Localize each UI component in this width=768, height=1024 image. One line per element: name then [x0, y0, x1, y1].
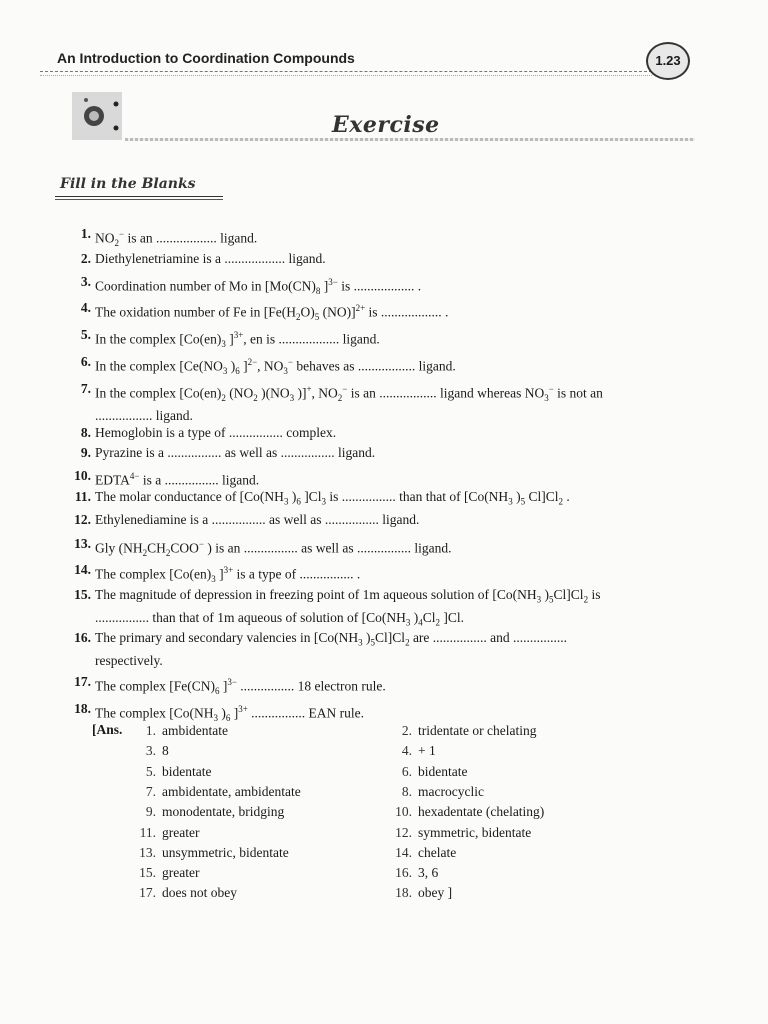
question-text: The complex [$Co(en)_3$ ]$^{3+}$ is a type of ................ . — [95, 565, 361, 585]
question-item — [55, 250, 715, 268]
question-number: 11. — [74, 489, 91, 504]
question-item — [55, 673, 715, 700]
question-item — [55, 561, 715, 588]
answer-text: greater — [162, 824, 200, 840]
answer-item — [134, 864, 199, 882]
question-item — [55, 380, 715, 425]
answer-number: 15. — [139, 865, 156, 881]
question-number: 1. — [80, 226, 91, 241]
answer-text: bidentate — [162, 763, 212, 779]
answer-item — [390, 884, 452, 902]
question-text: $NO_2^-$ is an .................. ligand. — [95, 229, 258, 249]
question-number: 4. — [80, 300, 91, 315]
question-text: In the complex [$Co(en)_3$ ]$^{3+}$, en is .................. ligand. — [95, 330, 380, 350]
question-item — [55, 535, 715, 562]
answer-text: tridentate or chelating — [418, 723, 537, 738]
answer-item — [134, 824, 199, 842]
answer-text: 3, 6 — [418, 865, 439, 881]
answer-text: chelate — [418, 844, 457, 860]
question-text: Pyrazine is a ................ as well as ................ ligand. — [95, 445, 376, 460]
question-item — [55, 586, 715, 631]
question-number: 17. — [74, 674, 91, 689]
answer-number: 12. — [395, 824, 412, 840]
answer-number: 17. — [139, 885, 156, 901]
question-item — [55, 488, 715, 511]
section-underline-2 — [55, 199, 223, 200]
question-number: 13. — [74, 536, 91, 551]
question-item — [55, 444, 715, 462]
answer-number: 16. — [395, 865, 412, 881]
answer-item — [134, 763, 211, 781]
question-item — [55, 424, 715, 442]
section-heading: Fill in the Blanks — [60, 176, 196, 192]
answer-number: 18. — [395, 885, 412, 901]
question-number: 8. — [80, 425, 91, 440]
question-number: 2. — [80, 251, 91, 266]
question-text: In the complex [$Co(en)_2$ ($NO_2$ )($NO_3$ )]+, $NO_2^-$ is an ................. ligand whereas $NO_3^-$ is not an ................. ligand. — [95, 384, 603, 424]
question-number: 9. — [80, 445, 91, 460]
header-rule — [40, 71, 652, 72]
answer-number: 14. — [395, 844, 412, 860]
answer-number: 1. — [145, 723, 156, 738]
question-text: Coordination number of Mo in [$Mo(CN)_8$ ]$^{3-}$ is .................. . — [95, 277, 422, 297]
question-item — [55, 273, 715, 300]
answer-number: 5. — [145, 763, 156, 779]
answer-item — [390, 844, 456, 862]
question-number: 5. — [80, 327, 91, 342]
answer-item — [390, 824, 531, 842]
answer-number: 2. — [401, 723, 412, 738]
question-text: The molar conductance of [$Co(NH_3$ )$_6$ ]$Cl_3$ is ................ than that of [$Co(NH_3$ )$_5$ $Cl]Cl_2$ . — [95, 489, 570, 507]
exercise-divider — [125, 138, 695, 141]
answer-item — [390, 783, 484, 801]
answer-item — [390, 803, 544, 821]
answer-number: 4. — [401, 743, 412, 759]
answer-item — [390, 722, 536, 740]
question-text: The oxidation number of Fe in [$Fe(H_2O)_5$ (NO)]$^{2+}$ is .................. . — [95, 303, 449, 323]
answer-item — [390, 742, 436, 760]
answer-text: unsymmetric, bidentate — [162, 844, 289, 860]
question-item — [55, 326, 715, 353]
answer-item — [390, 763, 467, 781]
question-text: Gly ($NH_2CH_2COO^-$ ) is an ................ as well as ................ ligand. — [95, 539, 452, 559]
answer-item — [134, 742, 169, 760]
answer-item — [134, 844, 289, 862]
question-item — [55, 299, 715, 326]
header-rule-dotted — [40, 75, 652, 76]
question-number: 18. — [74, 701, 91, 716]
answer-number: 3. — [145, 743, 156, 759]
answer-number: 10. — [395, 804, 412, 820]
question-item — [55, 353, 715, 380]
question-number: 3. — [80, 274, 91, 289]
answer-text: symmetric, bidentate — [418, 824, 532, 840]
question-text: The magnitude of depression in freezing point of 1m aqueous solution of [$Co(NH_3$ )$_5Cl]Cl_2$ is ................ than that of 1m aqueous of solution of [$Co(NH_3$ )$_4Cl_2$ ]Cl. — [95, 587, 601, 628]
answer-number: 7. — [145, 783, 156, 799]
question-number: 16. — [74, 630, 91, 645]
question-text: The primary and secondary valencies in [$Co(NH_3$ )$_5Cl]Cl_2$ are ................ and ................ respectively. — [95, 630, 568, 668]
answer-item — [134, 884, 237, 902]
question-item — [55, 225, 715, 252]
answer-number: 13. — [139, 844, 156, 860]
question-text: Ethylenediamine is a ................ as well as ................ ligand. — [95, 512, 420, 527]
question-text: Hemoglobin is a type of ................ complex. — [95, 425, 337, 440]
question-item — [55, 467, 715, 490]
question-number: 12. — [74, 512, 91, 527]
answer-text: hexadentate (chelating) — [418, 804, 545, 820]
question-number: 15. — [74, 587, 91, 602]
answer-text: macrocyclic — [418, 783, 484, 799]
answer-text: ambidentate — [162, 723, 228, 738]
answer-number: 9. — [145, 804, 156, 820]
answer-number: 8. — [401, 783, 412, 799]
answer-item — [134, 783, 301, 801]
exercise-ornament-icon — [72, 92, 122, 140]
question-number: 10. — [74, 468, 91, 483]
question-text: $EDTA^{4-}$ is a ................ ligand. — [95, 471, 260, 488]
answer-text: greater — [162, 865, 200, 881]
question-text: Diethylenetriamine is a .................. ligand. — [95, 251, 326, 266]
answer-text: ambidentate, ambidentate — [162, 783, 301, 799]
answer-text: does not obey — [162, 885, 237, 901]
question-text: The complex [$Co(NH_3$ )$_6$ ]$^{3+}$ ................ EAN rule. — [95, 704, 365, 724]
answer-text: bidentate — [418, 763, 468, 779]
answers-label: [Ans. — [92, 722, 123, 737]
answer-text: obey ] — [418, 885, 453, 901]
answer-number: 6. — [401, 763, 412, 779]
running-header-title: An Introduction to Coordination Compounds — [57, 50, 355, 66]
answer-item — [134, 803, 284, 821]
question-text: The complex [$Fe(CN)_6$ ]$^{3-}$ ................ 18 electron rule. — [95, 677, 386, 697]
answer-text: monodentate, bridging — [162, 804, 285, 820]
question-text: In the complex [$Ce(NO_3$ )$_6$ ]$^{2-}$, $NO_3^-$ behaves as ................. ligand. — [95, 357, 456, 377]
answer-text: 8 — [162, 743, 169, 759]
answer-text: + 1 — [418, 743, 436, 759]
exercise-heading: Exercise — [332, 112, 440, 138]
question-number: 6. — [80, 354, 91, 369]
page-number-badge: 1.23 — [646, 42, 690, 80]
question-number: 7. — [80, 381, 91, 396]
question-item — [55, 629, 715, 670]
question-item — [55, 511, 715, 529]
section-underline — [55, 196, 223, 197]
answer-number: 11. — [139, 824, 156, 840]
answer-item — [134, 722, 228, 740]
question-number: 14. — [74, 562, 91, 577]
answer-item — [390, 864, 438, 882]
